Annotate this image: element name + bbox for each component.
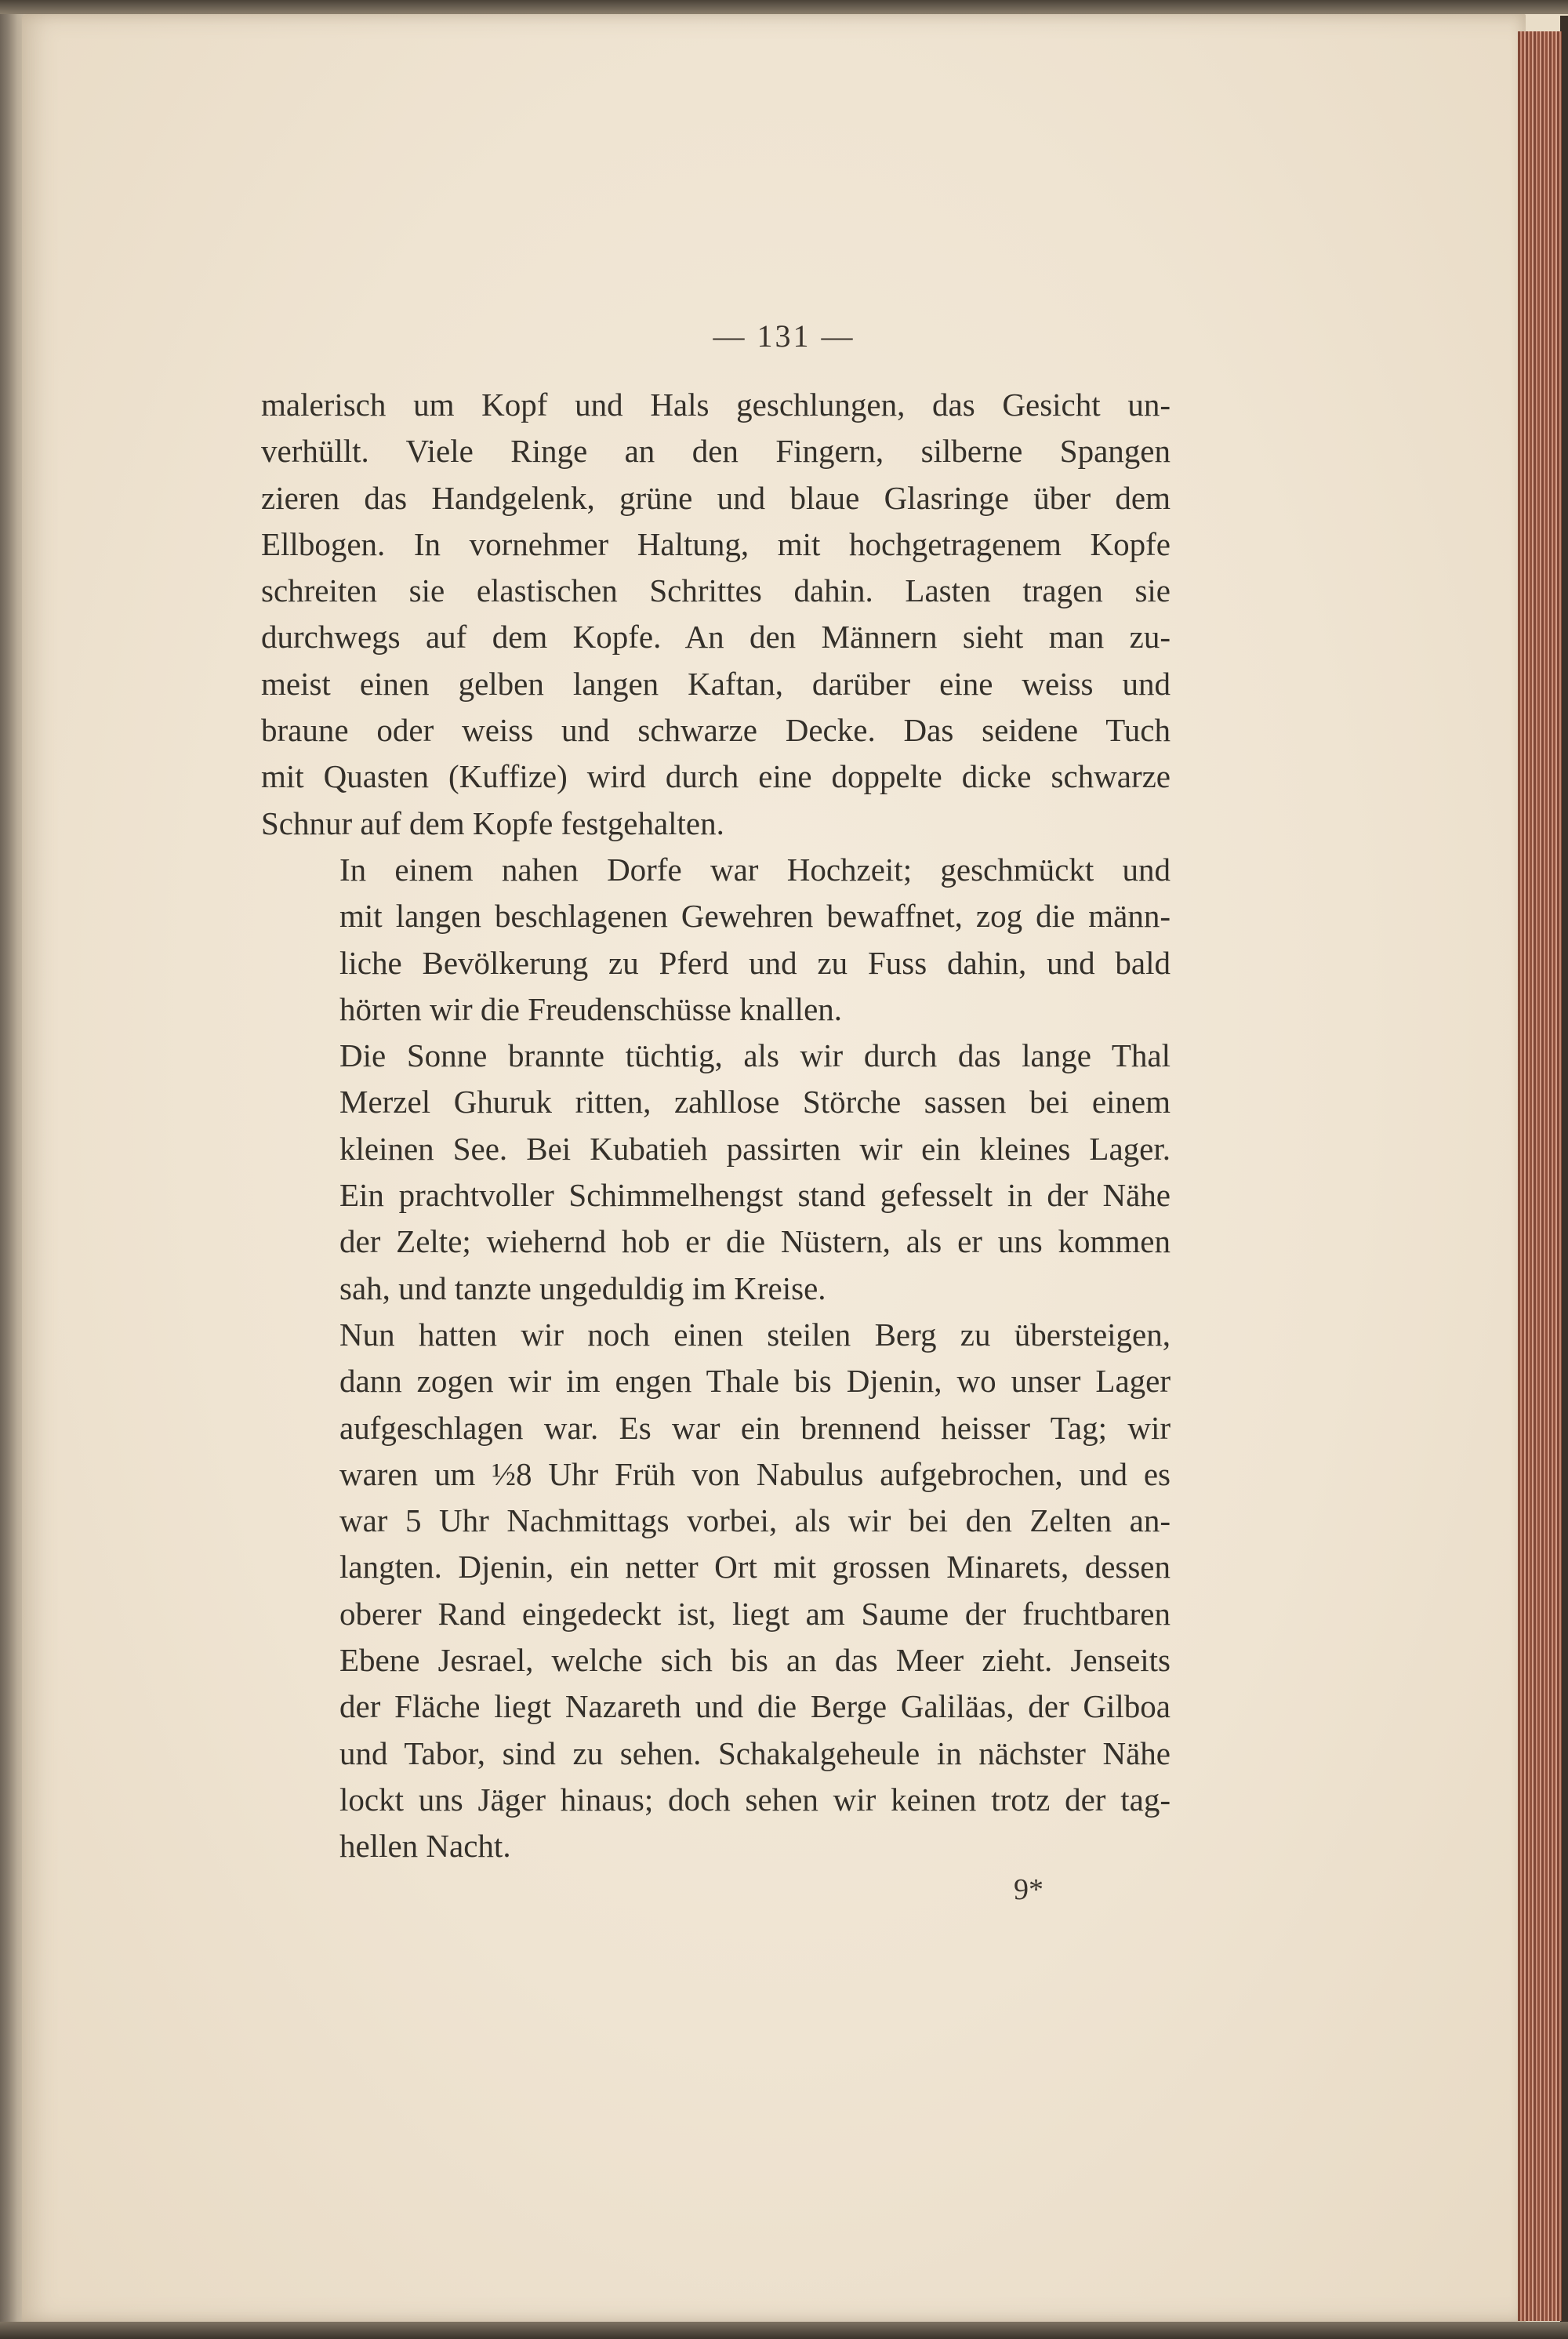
paragraph (261, 847, 1171, 1033)
text-line: verhüllt. Viele Ringe an den Fingern, silberne Spangen (261, 433, 1171, 470)
text-line: Ein prachtvoller Schimmelhengst stand gefesselt in der Nähe (339, 1177, 1171, 1214)
text-line: mit Quasten (Kuffize) wird durch eine doppelte dicke schwarze (261, 758, 1171, 795)
text-line: kleinen See. Bei Kubatieh passirten wir ein kleines Lager. (339, 1130, 1171, 1167)
text-line: hörten wir die Freudenschüsse knallen. (339, 990, 843, 1027)
text-line: zieren das Handgelenk, grüne und blaue Glasringe über dem (261, 479, 1171, 516)
text-line: hellen Nacht. (339, 1828, 511, 1865)
text-line: Ebene Jesrael, welche sich bis an das Meer zieht. Jenseits (339, 1642, 1171, 1679)
text-line: Schnur auf dem Kopfe festgehalten. (261, 804, 724, 841)
page-stack-edges (1518, 31, 1562, 2321)
text-line: Ellbogen. In vornehmer Haltung, mit hochgetragenem Kopfe (261, 525, 1171, 562)
text-line: der Zelte; wiehernd hob er die Nüstern, als er uns kommen (339, 1223, 1171, 1260)
text-line: der Fläche liegt Nazareth und die Berge Galiläas, der Gilboa (339, 1688, 1171, 1725)
text-line: liche Bevölkerung zu Pferd und zu Fuss dahin, und bald (339, 944, 1171, 981)
text-line: braune oder weiss und schwarze Decke. Das seidene Tuch (261, 712, 1171, 749)
signature-mark: 9* (1014, 1873, 1044, 1906)
text-line: oberer Rand eingedeckt ist, liegt am Saume der fruchtbaren (339, 1595, 1171, 1632)
text-line: dann zogen wir im engen Thale bis Djenin, wo unser Lager (339, 1363, 1171, 1400)
text-line: malerisch um Kopf und Hals geschlungen, das Gesicht un- (261, 387, 1171, 423)
text-line: mit langen beschlagenen Gewehren bewaffnet, zog die männ- (339, 898, 1171, 935)
text-line: sah, und tanzte ungeduldig im Kreise. (339, 1269, 826, 1306)
text-line: langten. Djenin, ein netter Ort mit grossen Minarets, dessen (339, 1549, 1171, 1585)
paragraph (261, 1312, 1171, 1870)
text-line: aufgeschlagen war. Es war ein brennend heisser Tag; wir (339, 1409, 1171, 1446)
bottom-binding-edge (0, 2322, 1568, 2339)
page-number-header: — 131 — (713, 318, 855, 354)
text-line: Merzel Ghuruk ritten, zahllose Störche sassen bei einem (339, 1084, 1171, 1120)
paragraph (261, 1033, 1171, 1312)
text-line: schreiten sie elastischen Schrittes dahin. Lasten tragen sie (261, 572, 1171, 609)
text-line: lockt uns Jäger hinaus; doch sehen wir keinen trotz der tag- (339, 1781, 1171, 1818)
text-line: und Tabor, sind zu sehen. Schakalgeheule in nächster Nähe (339, 1734, 1171, 1771)
text-line: war 5 Uhr Nachmittags vorbei, als wir bei den Zelten an- (339, 1502, 1171, 1539)
text-line: waren um ½8 Uhr Früh von Nabulus aufgebrochen, und es (339, 1455, 1171, 1492)
text-line: meist einen gelben langen Kaftan, darüber eine weiss und (261, 665, 1171, 702)
body-text (261, 382, 1171, 1870)
text-line: Nun hatten wir noch einen steilen Berg zu übersteigen, (339, 1316, 1171, 1353)
text-line: durchwegs auf dem Kopfe. An den Männern sieht man zu- (261, 619, 1171, 656)
top-binding-edge (0, 0, 1568, 14)
text-line: Die Sonne brannte tüchtig, als wir durch das lange Thal (339, 1037, 1171, 1074)
text-line: In einem nahen Dorfe war Hochzeit; geschmückt und (339, 851, 1171, 888)
paragraph (261, 382, 1171, 847)
